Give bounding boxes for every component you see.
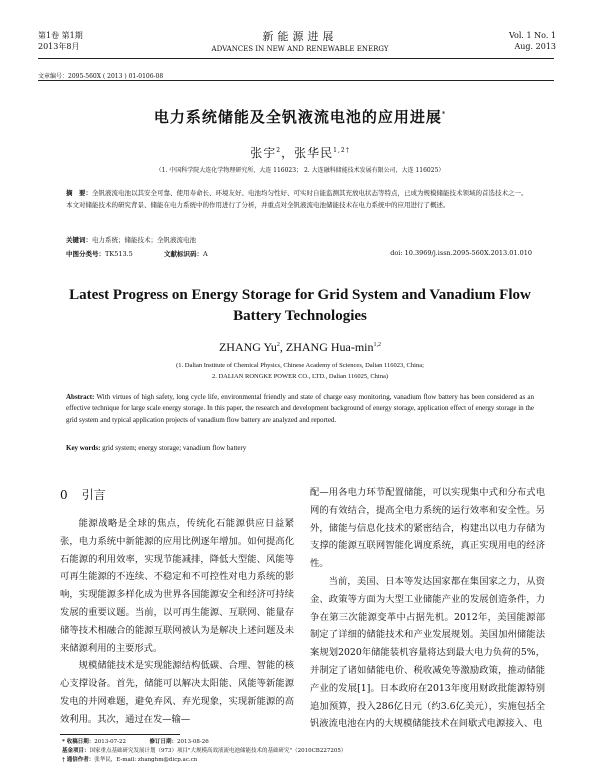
paragraph: 规模储能技术是实现能源结构低碳、合理、智能的核心支撑设备。首先，储能可以解决太阳能、风能等新能源发电的并网难题，避免弃风、弃光现象，实现新能源的高效利用。其次，通过在发—输— — [60, 660, 294, 725]
revised-date: 2013-08-26 — [177, 739, 209, 745]
doi: doi: 10.3969/j.issn.2095-560X.2013.01.010 — [390, 249, 532, 257]
author-en-separator: , — [279, 340, 286, 354]
english-abstract — [66, 392, 534, 426]
keywords-text-en: grid system; energy storage; vanadium flow battery — [102, 444, 247, 452]
doc-code: A — [203, 250, 208, 258]
section-number: 0 — [60, 488, 68, 502]
abstract-label-en: Abstract: — [66, 393, 95, 401]
journal-title-cn: 新能源进展 — [262, 30, 338, 43]
footnote-rule — [60, 734, 180, 735]
journal-title-en: ADVANCES IN NEW AND RENEWABLE ENERGY — [211, 45, 389, 53]
doc-code-label: 文献标识码： — [164, 250, 203, 258]
header-rule — [38, 58, 554, 59]
abstract-text-en: With virtues of high safety, long cycle life, environmental friendly and state of charge easy monitoring, vanadium flow battery has been considered as an effective technique for large scale energy storage. In this paper, the research and development background of energy storage, application effect of energy storage in the grid system and typical application projects of vanadium flow battery are analyzed and reported. — [66, 393, 534, 424]
author-2-en: ZHANG Hua-min — [285, 340, 374, 354]
keywords-label-en: Key words: — [66, 444, 101, 452]
revised-label: 修订日期： — [149, 739, 178, 745]
footnote-fund — [62, 747, 346, 755]
chinese-keywords — [66, 235, 196, 244]
author-2-affil-mark: 1,2† — [333, 147, 350, 154]
running-header-right — [509, 30, 556, 52]
english-affiliation-1: (1. Dalian Institute of Chemical Physics, Chinese Academy of Sciences, Dalian 116023, China; — [176, 362, 424, 369]
footnote-dates — [62, 738, 209, 746]
body-column-left — [60, 515, 294, 729]
author-1-en: ZHANG Yu — [218, 340, 277, 354]
keywords-text-cn: 电力系统；储能技术；全钒液流电池 — [92, 236, 196, 244]
abstract-text-cn: 全钒液流电池以其安全可靠、使用寿命长、环境友好、电池均匀性好、可实时自能监测其充放电状态等特点，已成为规模储能技术领域的首选技术之一。本文对储能技术的研究背景、储能在电力系统中的作用进行了分析，并重点对全钒液流电池储能技术在电力系统中的应用进行了概述。 — [66, 189, 528, 209]
clc-code: TK513.5 — [105, 250, 133, 258]
article-rule — [38, 80, 554, 81]
body-column-right — [310, 484, 545, 733]
article-number: 文章编号：2095-560X ( 2013 ) 01-0106-08 — [38, 73, 164, 80]
keywords-label-cn: 关键词： — [66, 236, 92, 244]
english-authors — [0, 340, 600, 355]
paragraph: 当前，美国、日本等发达国家都在集国家之力，从资金、政策等方面为大型工业储能产业的发展创造条件，力争在第三次能源变革中占据先机。2012年，美国能源部制定了详细的储能技术和产业发展规划。美国加州储能法案规划2020年储能装机容量将达到最大电力负荷的5%，并制定了诸如储能电价、税收减免等激励政策，推动储能产业的发展[1]。日本政府在2013年度用财政批能源特别追加预算，投入286亿日元（约3.6亿美元），实施包括全钒液流电池在内的大规模储能技术在间歇式电源接入、电 — [310, 575, 545, 730]
fund-label: 基金项目： — [62, 748, 90, 754]
issue-date: 2013年8月 — [38, 42, 80, 51]
english-keywords — [66, 444, 246, 452]
author-1-cn: 张宇 — [250, 146, 277, 160]
classification-row — [66, 249, 532, 258]
author-1-en-affil-mark: 2 — [276, 342, 280, 348]
footnote-author — [62, 756, 197, 764]
section-heading — [60, 486, 106, 503]
chinese-abstract — [66, 187, 532, 211]
english-affiliation-2: 2. DALIAN RONGKE POWER CO., LTD., Dalian 116025, China) — [211, 373, 389, 380]
issue-info: 第1卷 第1期 — [38, 31, 83, 40]
abstract-label-cn: 摘 要： — [66, 189, 92, 197]
doc-code-group — [164, 249, 208, 258]
volume-info: Vol. 1 No. 1 — [509, 31, 556, 40]
fund-text: 国家重点基础研究发展计划（973）项目"大规模高效液流电池储能技术的基础研究"（2010CB227205） — [89, 748, 347, 754]
section-title: 引言 — [81, 488, 106, 502]
chinese-affiliations: （1. 中国科学院大连化学物理研究所，大连 116023； 2. 大连融科储能技术发展有限公司，大连 116025） — [155, 167, 445, 174]
chinese-title-text: 电力系统储能及全钒液流电池的应用进展 — [153, 108, 442, 126]
chinese-authors — [0, 144, 600, 161]
author-separator: ， — [281, 146, 295, 160]
english-title: Latest Progress on Energy Storage for Grid System and Vanadium Flow Battery Technologies — [69, 287, 531, 324]
volume-date: Aug. 2013 — [514, 42, 556, 51]
title-footnote-mark: * — [441, 111, 447, 118]
chinese-title — [0, 106, 600, 127]
paragraph: 配—用各电力环节配置储能，可以实现集中式和分布式电网的有效结合，提高全电力系统的运行效率和安全性。另外，储能与信息化技术的紧密结合，构建出以电力存储为支撑的能源互联网智能化调度系统，真正实现用电的经济性。 — [310, 487, 545, 570]
corresponding-author-label: † 通信作者： — [62, 757, 95, 763]
author-2-cn: 张华民 — [294, 146, 334, 160]
paragraph: 能源战略是全球的焦点，传统化石能源供应日益紧张，电力系统中新能源的应用比例逐年增加。如何提高化石能源的利用效率，实现节能减排，降低大型能、风能等可再生能源的不连续、不稳定和不可控性对电力系统的影响，实现能源多样化成为世界各国能源安全和经济可持续发展的重要议题。当前，以可再生能源、互联网、能量存储等技术相融合的能源互联网被认为是解决上述问题及未来储源利用的主要形式。 — [60, 518, 294, 654]
clc-label: 中图分类号： — [66, 250, 105, 258]
author-2-en-affil-mark: 1,2 — [373, 342, 382, 348]
received-label: * 收稿日期： — [62, 739, 95, 745]
author-1-affil-mark: 2 — [276, 147, 282, 154]
received-date: 2013-07-22 — [94, 739, 127, 745]
corresponding-author: 张华民，E-mail: zhanghm@dicp.ac.cn — [94, 757, 198, 763]
